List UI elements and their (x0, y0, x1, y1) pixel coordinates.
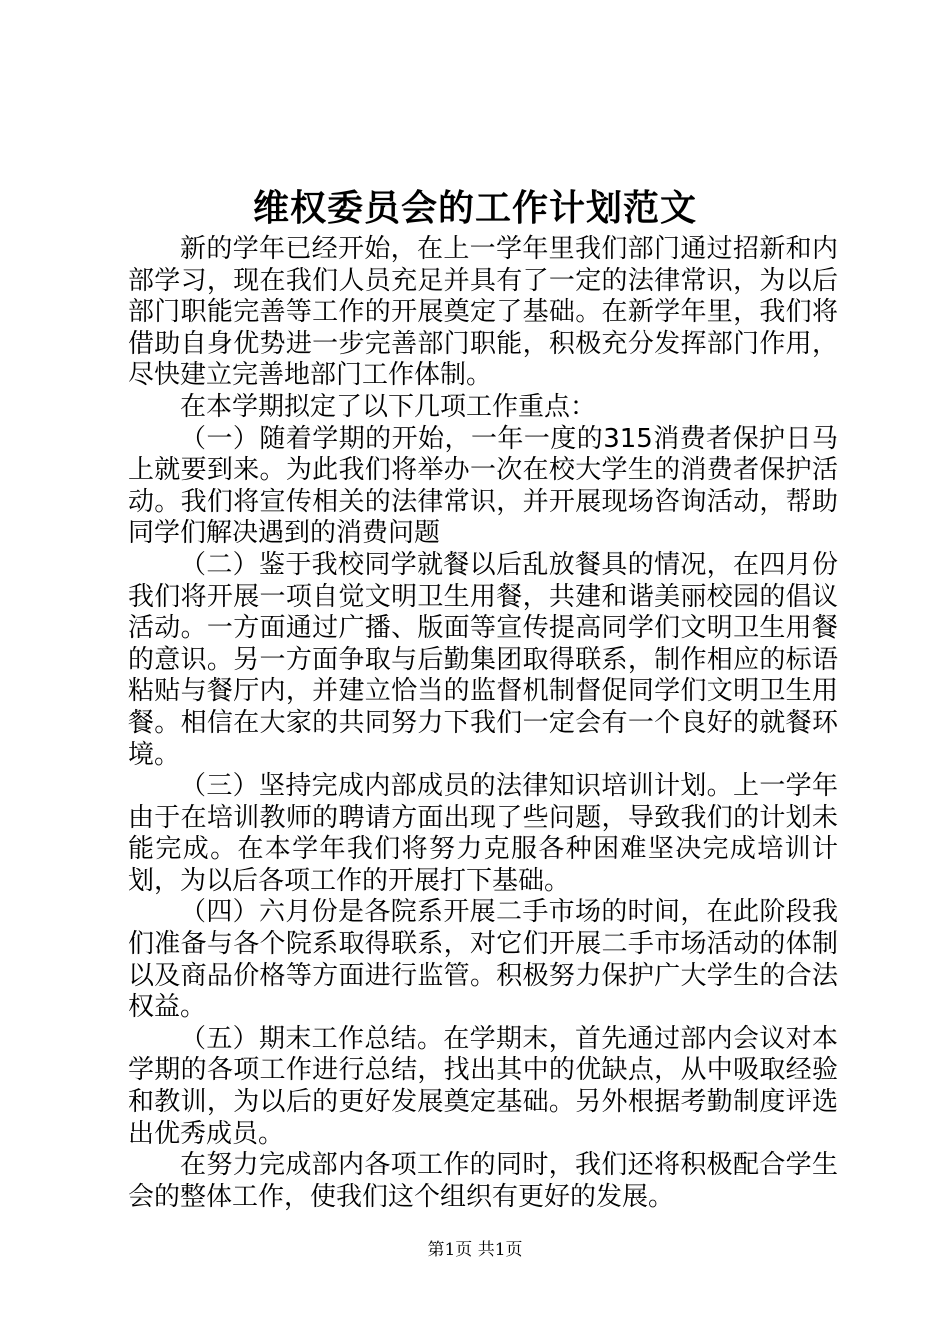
paragraph-item-3: （三）坚持完成内部成员的法律知识培训计划。上一学年由于在培训教师的聘请方面出现了些问题，导致我们的计划未能完成。在本学年我们将努力克服各种困难坚决完成培训计划，为以后各项工作的开展打下基础。 (128, 771, 838, 896)
paragraph-conclusion: 在努力完成部内各项工作的同时，我们还将积极配合学生会的整体工作，使我们这个组织有更好的发展。 (128, 1150, 838, 1212)
paragraph-item-5: （五）期末工作总结。在学期末，首先通过部内会议对本学期的各项工作进行总结，找出其中的优缺点，从中吸取经验和教训，为以后的更好发展奠定基础。另外根据考勤制度评选出优秀成员。 (128, 1023, 838, 1149)
document-body (128, 234, 838, 1213)
page-number-footer: 第1页 共1页 (427, 1240, 523, 1260)
paragraph-item-4: （四）六月份是各院系开展二手市场的时间，在此阶段我们准备与各个院系取得联系，对它们开展二手市场活动的体制以及商品价格等方面进行监管。积极努力保护广大学生的合法权益。 (128, 897, 838, 1023)
paragraph-focus-heading: 在本学期拟定了以下几项工作重点： (180, 391, 597, 422)
paragraph-item-1: （一）随着学期的开始，一年一度的315消费者保护日马上就要到来。为此我们将举办一次在校大学生的消费者保护活动。我们将宣传相关的法律常识，并开展现场咨询活动，帮助同学们解决遇到的消费问题 (128, 423, 838, 549)
document-title: 维权委员会的工作计划范文 (252, 187, 697, 229)
paragraph-item-2: （二）鉴于我校同学就餐以后乱放餐具的情况，在四月份我们将开展一项自觉文明卫生用餐，共建和谐美丽校园的倡议活动。一方面通过广播、版面等宣传提高同学们文明卫生用餐的意识。另一方面争取与后勤集团取得联系，制作相应的标语粘贴与餐厅内，并建立恰当的监督机制督促同学们文明卫生用餐。相信在大家的共同努力下我们一定会有一个良好的就餐环境。 (128, 549, 838, 770)
paragraph-intro: 新的学年已经开始，在上一学年里我们部门通过招新和内部学习，现在我们人员充足并具有了一定的法律常识，为以后部门职能完善等工作的开展奠定了基础。在新学年里，我们将借助自身优势进一步完善部门职能，积极充分发挥部门作用，尽快建立完善地部门工作体制。 (128, 234, 838, 391)
